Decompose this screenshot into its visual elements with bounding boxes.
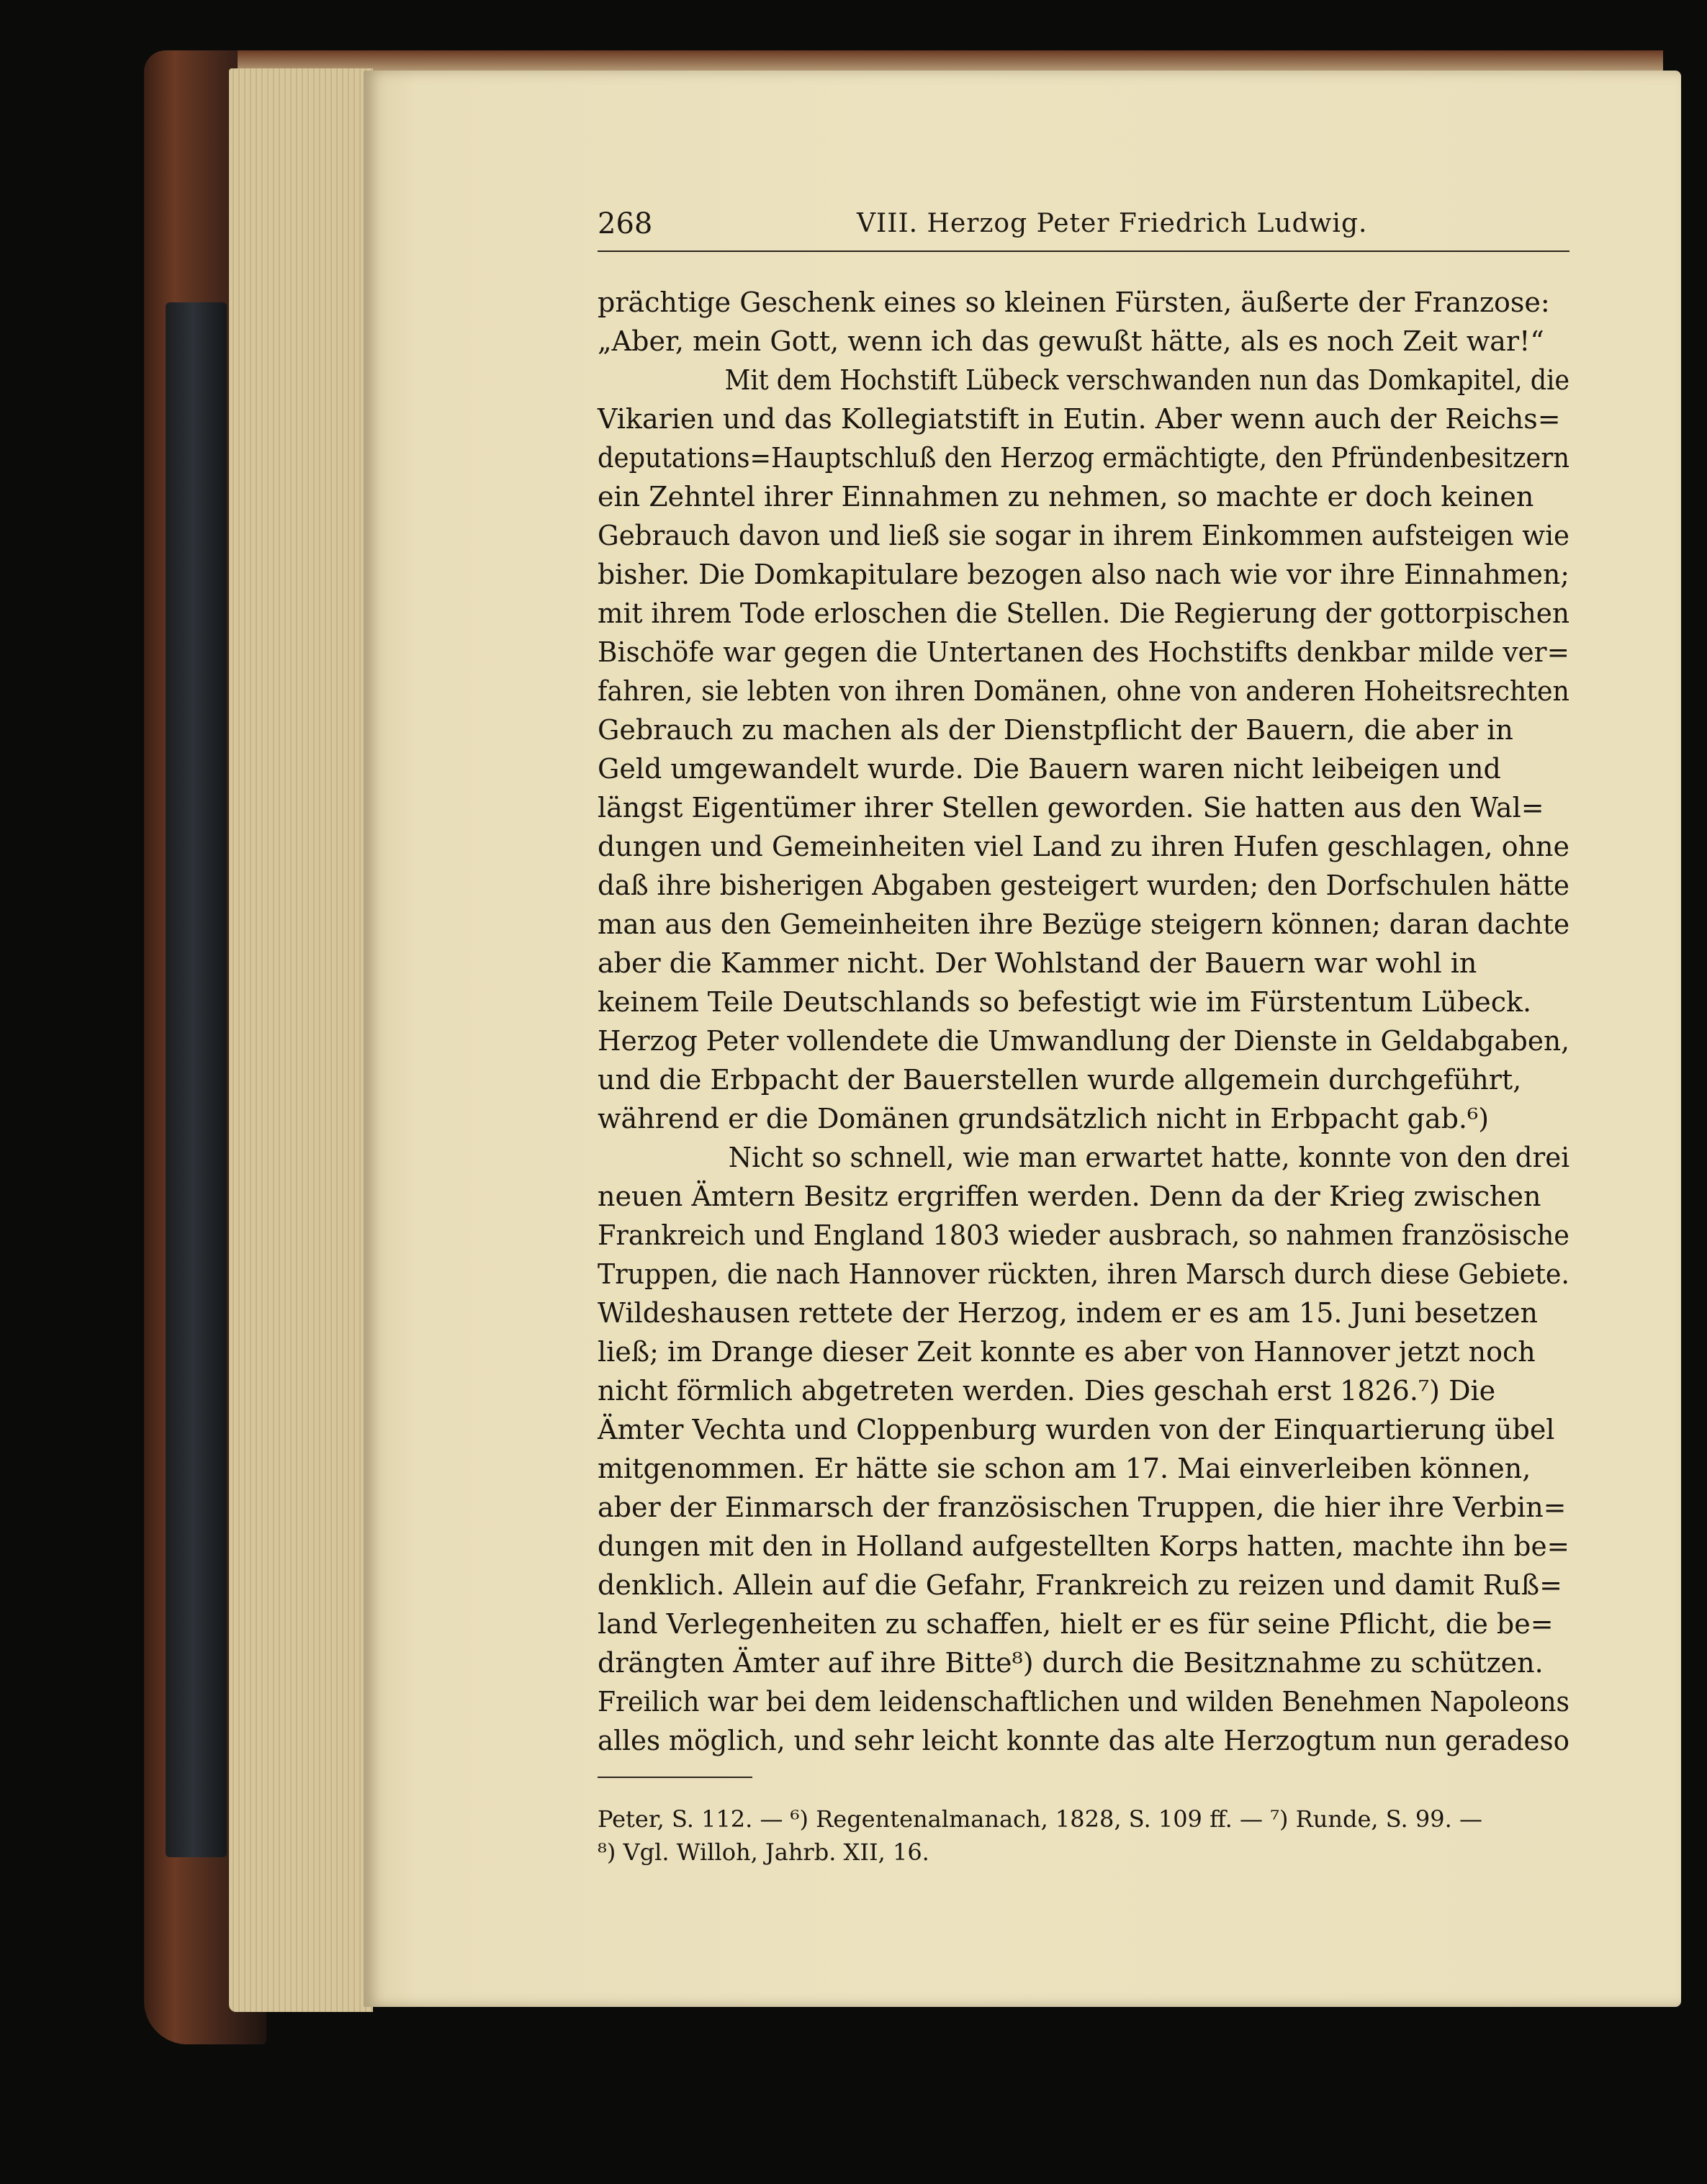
footnote-rule — [598, 1777, 752, 1778]
text-line: „Aber, mein Gott, wenn ich das gewußt hätte, als es noch Zeit war!“ — [598, 325, 1544, 357]
text-line: längst Eigentümer ihrer Stellen geworden. Sie hatten aus den Wal= — [598, 792, 1544, 823]
text-line: Gebrauch zu machen als der Dienstpflicht der Bauern, die aber in — [598, 714, 1513, 746]
text-line: dungen mit den in Holland aufgestellten Korps hatten, machte ihn be= — [598, 1530, 1569, 1562]
text-line: Nicht so schnell, wie man erwartet hatte, konnte von den drei — [728, 1142, 1570, 1173]
text-line: Vikarien und das Kollegiatstift in Eutin. Aber wenn auch der Reichs= — [598, 403, 1561, 435]
text-line: daß ihre bisherigen Abgaben gesteigert wurden; den Dorfschulen hätte — [598, 870, 1569, 901]
footnote-line: ⁸) Vgl. Willoh, Jahrb. XII, 16. — [598, 1838, 929, 1866]
text-line: dungen und Gemeinheiten viel Land zu ihren Hufen geschlagen, ohne — [598, 831, 1570, 862]
text-line: alles möglich, und sehr leicht konnte das alte Herzogtum nun geradeso — [598, 1725, 1570, 1756]
text-line: keinem Teile Deutschlands so befestigt wie im Fürstentum Lübeck. — [598, 986, 1532, 1018]
text-line: und die Erbpacht der Bauerstellen wurde allgemein durchgeführt, — [598, 1064, 1522, 1096]
text-line: land Verlegenheiten zu schaffen, hielt er es für seine Pflicht, die be= — [598, 1608, 1554, 1640]
text-line: fahren, sie lebten von ihren Domänen, ohne von anderen Hoheitsrechten — [598, 675, 1569, 707]
text-line: Ämter Vechta und Cloppenburg wurden von der Einquartierung übel — [598, 1414, 1555, 1445]
text-line: Gebrauch davon und ließ sie sogar in ihrem Einkommen aufsteigen wie — [598, 520, 1570, 551]
text-line: prächtige Geschenk eines so kleinen Fürsten, äußerte der Franzose: — [598, 286, 1550, 318]
text-line: mit ihrem Tode erloschen die Stellen. Die Regierung der gottorpischen — [598, 597, 1569, 629]
body-text — [598, 283, 1569, 1760]
text-line: Frankreich und England 1803 wieder ausbrach, so nahmen französische — [598, 1219, 1569, 1251]
footnote-line: Peter, S. 112. — ⁶) Regentenalmanach, 1828, S. 109 ff. — ⁷) Runde, S. 99. — — [598, 1805, 1482, 1833]
text-line: aber die Kammer nicht. Der Wohlstand der Bauern war wohl in — [598, 947, 1477, 979]
text-line: Freilich war bei dem leidenschaftlichen und wilden Benehmen Napoleons — [598, 1686, 1570, 1718]
text-line: man aus den Gemeinheiten ihre Bezüge steigern können; daran dachte — [598, 908, 1570, 940]
spine-cloth — [166, 302, 227, 1857]
text-line: mitgenommen. Er hätte sie schon am 17. Mai einverleiben können, — [598, 1453, 1531, 1484]
running-head: VIII. Herzog Peter Friedrich Ludwig. — [857, 209, 1368, 238]
text-line: nicht förmlich abgetreten werden. Dies geschah erst 1826.⁷) Die — [598, 1375, 1496, 1407]
text-line: Bischöfe war gegen die Untertanen des Hochstifts denkbar milde ver= — [598, 636, 1569, 668]
text-line: deputations=Hauptschluß den Herzog ermächtigte, den Pfründenbesitzern — [598, 442, 1569, 474]
text-line: ließ; im Drange dieser Zeit konnte es aber von Hannover jetzt noch — [598, 1336, 1536, 1368]
text-line: Truppen, die nach Hannover rückten, ihren Marsch durch diese Gebiete. — [598, 1258, 1569, 1290]
page-header — [598, 207, 1569, 252]
text-line: Mit dem Hochstift Lübeck verschwanden nun das Domkapitel, die — [724, 364, 1570, 396]
text-line: neuen Ämtern Besitz ergriffen werden. Denn da der Krieg zwischen — [598, 1181, 1541, 1212]
text-line: bisher. Die Domkapitulare bezogen also nach wie vor ihre Einnahmen; — [598, 559, 1569, 590]
text-line: Wildeshausen rettete der Herzog, indem er es am 15. Juni besetzen — [598, 1297, 1539, 1329]
page-number: 268 — [598, 207, 653, 240]
text-line: Herzog Peter vollendete die Umwandlung der Dienste in Geldabgaben, — [598, 1025, 1569, 1057]
page-edges — [229, 68, 373, 2012]
footnotes — [598, 1802, 1569, 1869]
text-line: Geld umgewandelt wurde. Die Bauern waren nicht leibeigen und — [598, 753, 1501, 785]
text-line: aber der Einmarsch der französischen Truppen, die hier ihre Verbin= — [598, 1492, 1567, 1523]
text-line: denklich. Allein auf die Gefahr, Frankreich zu reizen und damit Ruß= — [598, 1569, 1562, 1601]
text-line: während er die Domänen grundsätzlich nicht in Erbpacht gab.⁶) — [598, 1103, 1490, 1134]
text-line: ein Zehntel ihrer Einnahmen zu nehmen, so machte er doch keinen — [598, 481, 1534, 513]
text-line: drängten Ämter auf ihre Bitte⁸) durch die Besitznahme zu schützen. — [598, 1647, 1544, 1679]
